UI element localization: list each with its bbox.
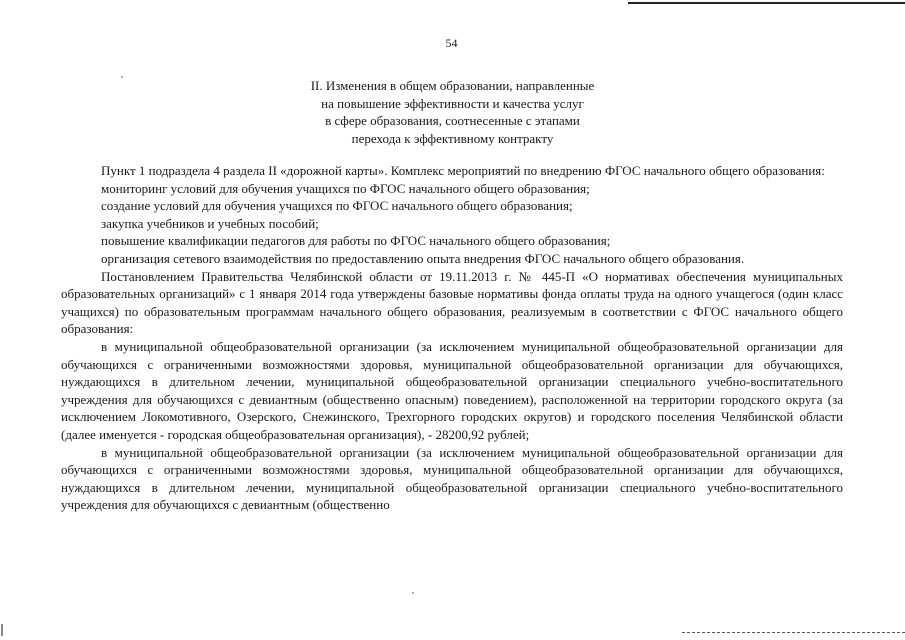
list-item-conditions: создание условий для обучения учащихся по ФГОС начального общего образования; [101, 198, 573, 214]
page-number [0, 36, 905, 51]
scan-speck [121, 76, 123, 78]
list-item-qualification: повышение квалификации педагогов для работы по ФГОС начального общего образования; [101, 233, 611, 249]
scan-speck [412, 592, 414, 594]
heading-line-3: в сфере образования, соотнесенные с этапами [325, 113, 580, 128]
list-item-network: организация сетевого взаимодействия по предоставлению опыта внедрения ФГОС начального общего образования. [101, 250, 745, 266]
list-item-textbooks: закупка учебников и учебных пособий; [101, 215, 319, 231]
paragraph-roadmap-item: Пункт 1 подраздела 4 раздела II «дорожной карты». Комплекс мероприятий по внедрению ФГОС начального общего образования: [101, 163, 825, 178]
heading-line-2: на повышение эффективности и качества услуг [321, 95, 584, 111]
scan-edge-mark [1, 624, 3, 636]
paragraph-organization-continued: в муниципальной общеобразовательной организации (за исключением муниципальной общеобразовательной организации для обучающихся с ограниченными возможностями здоровья, муниципальной общеобразовательной организации для обучающихся, нуждающихся в длительном лечении, муниципальной общеобразовательной организации специального учебно-воспитательного учреждения для обучающихся с девиантным (общественно [61, 444, 843, 513]
list-item-monitoring: мониторинг условий для обучения учащихся по ФГОС начального общего образования; [101, 180, 590, 196]
heading-line-4: перехода к эффективному контракту [351, 130, 554, 146]
paragraph-urban-organization: в муниципальной общеобразовательной организации (за исключением муниципальной общеобразовательной организации для обучающихся с ограниченными возможностями здоровья, муниципальной общеобразовательной организации для обучающихся, нуждающихся в длительном лечении, муниципальной общеобразовательной организации специального учебно-воспитательного учреждения для обучающихся с девиантным (общественно опасным) поведением), расположенной на территории городского округа (за исключением Локомотивного, Озерского, Снежинского, Трехгорного городских округов) и городского поселения Челябинской области (далее именуется - городская общеобразовательная организация), - 28200,92 рублей; [61, 338, 843, 442]
bottom-border-line [682, 632, 905, 634]
top-border-line [628, 2, 905, 4]
heading-line-1: II. Изменения в общем образовании, направленные [310, 78, 595, 93]
paragraph-resolution: Постановлением Правительства Челябинской области от 19.11.2013 г. № 445-П «О нормативах обеспечения муниципальных образовательных организаций» с 1 января 2014 года утверждены базовые нормативы фонда оплаты труда на одного учащегося (один класс учащихся) по образовательным программам начального общего образования, реализуемым в соответствии с ФГОС начального общего образования: [61, 268, 843, 337]
document-body [61, 162, 843, 514]
section-heading [200, 77, 705, 147]
page-number-text: 54 [445, 36, 458, 50]
